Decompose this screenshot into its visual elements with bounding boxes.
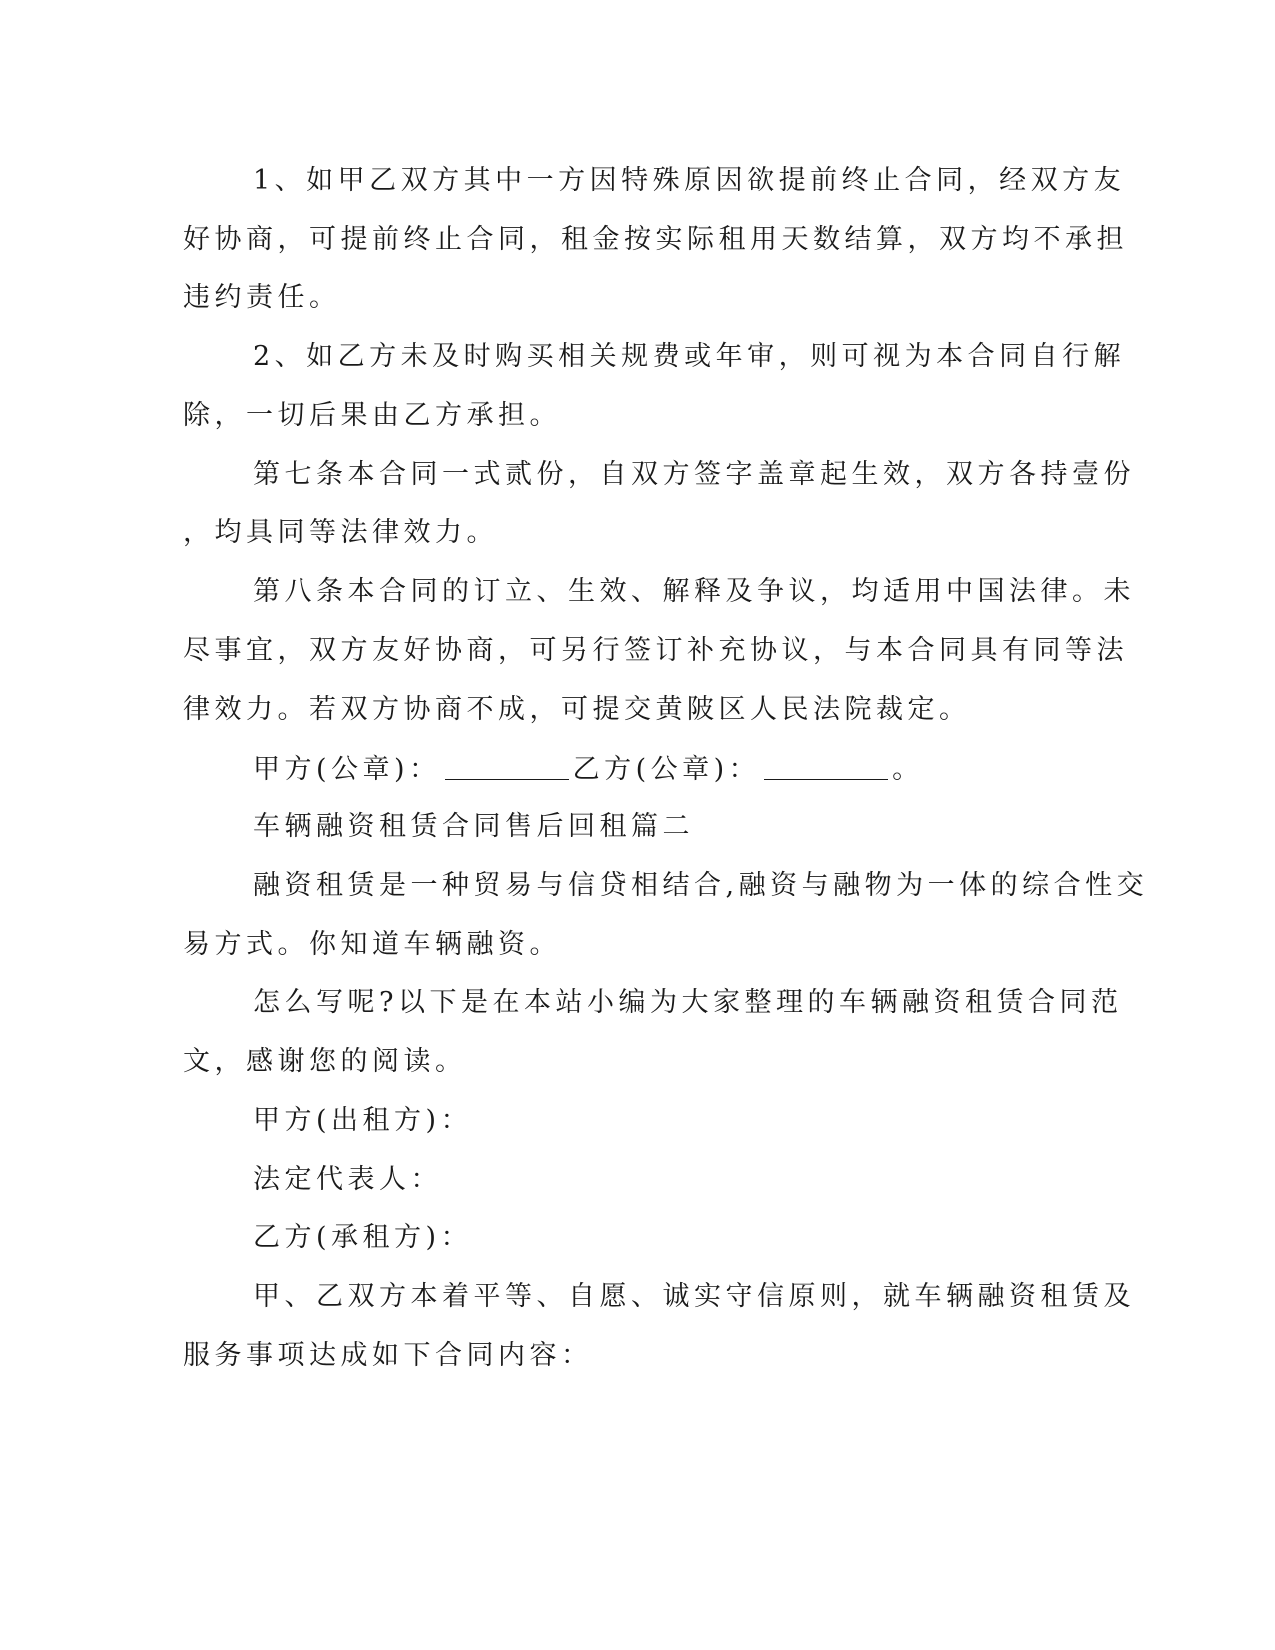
paragraph-6-line-1: 怎么写呢?以下是在本站小编为大家整理的车辆融资租赁合同范: [253, 987, 1123, 1018]
article-8-line-3: 律效力。若双方协商不成，可提交黄陂区人民法院裁定。: [183, 694, 971, 725]
signature-line: [253, 751, 924, 785]
party-b-lessee-label: 乙方(承租方)：: [253, 1222, 473, 1253]
paragraph-1-line-1: 1、如甲乙双方其中一方因特殊原因欲提前终止合同，经双方友: [253, 165, 1126, 196]
article-8-line-2: 尽事宜，双方友好协商，可另行签订补充协议，与本合同具有同等法: [183, 635, 1128, 666]
signature-end-mark: 。: [892, 754, 924, 785]
party-b-seal-blank: [764, 753, 888, 780]
paragraph-1-line-2: 好协商，可提前终止合同，租金按实际租用天数结算，双方均不承担: [183, 224, 1128, 255]
legal-representative-label: 法定代表人：: [253, 1164, 442, 1195]
section-title: 车辆融资租赁合同售后回租篇二: [253, 811, 694, 842]
party-b-seal-label: 乙方(公章)：: [572, 754, 761, 785]
article-8-line-1: 第八条本合同的订立、生效、解释及争议，均适用中国法律。未: [253, 576, 1135, 607]
paragraph-1-line-3: 违约责任。: [183, 282, 341, 313]
paragraph-5-line-1: 融资租赁是一种贸易与信贷相结合,融资与融物为一体的综合性交: [253, 870, 1149, 901]
paragraph-2-line-2: 除，一切后果由乙方承担。: [183, 400, 561, 431]
party-a-seal-label: 甲方(公章)：: [253, 754, 441, 785]
paragraph-2-line-1: 2、如乙方未及时购买相关规费或年审，则可视为本合同自行解: [253, 341, 1126, 372]
article-7-line-1: 第七条本合同一式贰份，自双方签字盖章起生效，双方各持壹份: [253, 459, 1135, 490]
article-7-line-2: ，均具同等法律效力。: [183, 517, 498, 548]
paragraph-7-line-2: 服务事项达成如下合同内容：: [183, 1340, 593, 1371]
paragraph-5-line-2: 易方式。你知道车辆融资。: [183, 929, 561, 960]
paragraph-6-line-2: 文，感谢您的阅读。: [183, 1046, 467, 1077]
party-a-seal-blank: [445, 753, 569, 780]
paragraph-7-line-1: 甲、乙双方本着平等、自愿、诚实守信原则，就车辆融资租赁及: [253, 1281, 1135, 1312]
party-a-lessor-label: 甲方(出租方)：: [253, 1105, 473, 1136]
